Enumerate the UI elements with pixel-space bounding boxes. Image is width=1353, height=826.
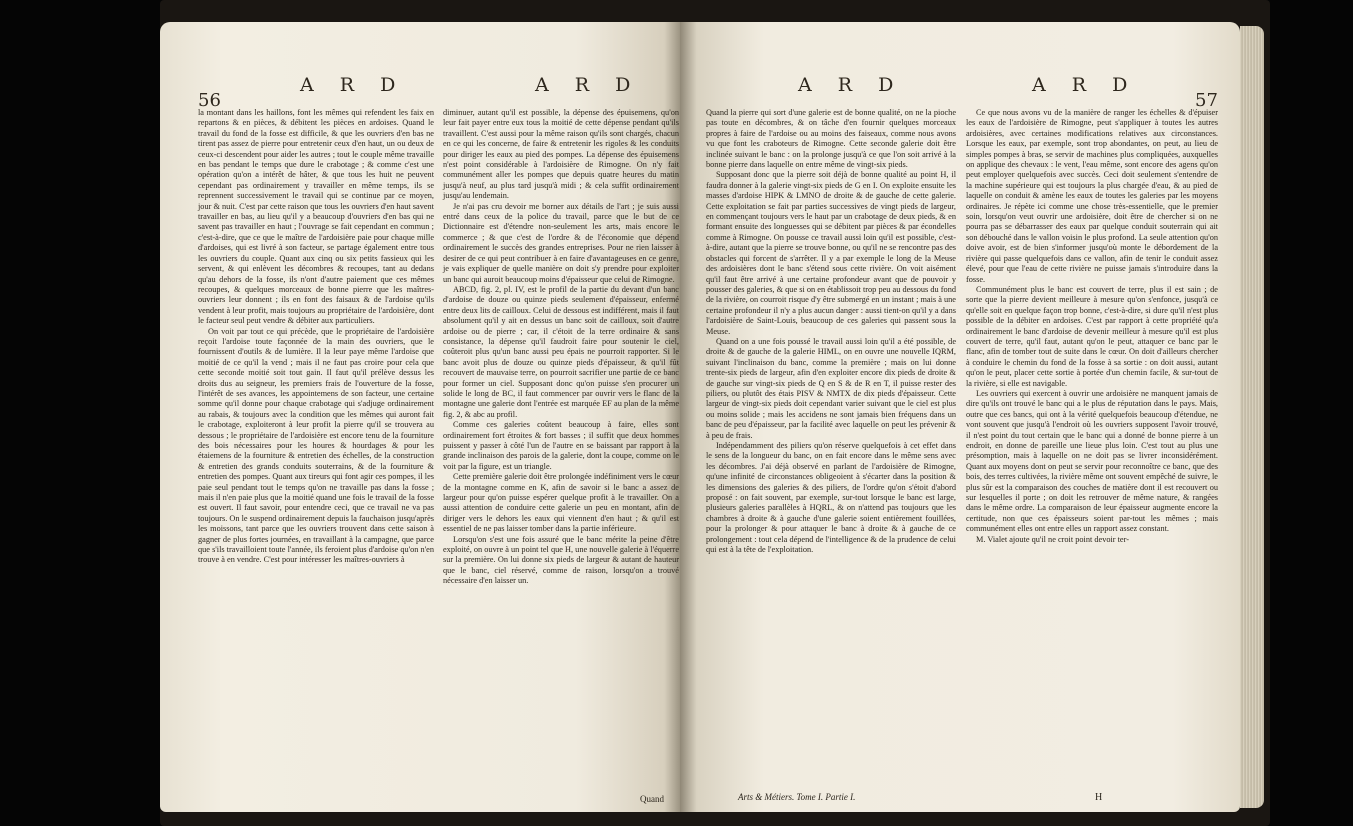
catchword: Quand bbox=[640, 794, 664, 804]
page-edges bbox=[1240, 26, 1264, 808]
running-header: A R D bbox=[535, 74, 641, 96]
left-page bbox=[160, 22, 680, 812]
page-footer: Arts & Métiers. Tome I. Partie I. bbox=[738, 792, 856, 802]
running-header: A R D bbox=[1032, 74, 1138, 96]
page-number: 56 bbox=[198, 90, 221, 111]
paragraph: On voit par tout ce qui précède, que le propriétaire de l'ardoisière reçoit l'ardoise toute façonnée de la main des ouvriers, que le fournissent d'outils & de lumière. Il la leur paye même l'ardoise que moitié de ce qu'il la vend ; mais il ne faut pas croire pour cela que cette seconde moitié soit tout gain. Il faut qu'il prélève dessus les droits dus au seigneur, les premiers frais de l'ouverture de la fosse, l'intérêt de ses avances, les appointemens de son facteur, une certaine somme qu'il donne pour chaque crabotage qui s'adjuge ordinairement au rabais, & toujours avec la condition que les mêmes qui auront fait le crabotage, exploiteront à leur profit la pierre qu'il se trouvera au dessous ; le propriétaire de l'ardoisière est encore tenu de la fourniture des bois nécessaires pour les houres & hourdages & pour les étaiemens de la fourniture & entretien des échelles, de la construction & entretien des grands conduits souterrains, & de la fourniture & entretien des pompes. Quant aux tireurs qui font agir ces pompes, il les paie seul pendant tout le temps qu'on ne travaille pas dans la fosse ; mais il n'en paie plus que la moitié quand une fois le travail de la fosse est ouvert. Il faut savoir, pour entendre ceci, que ce travail ne va pas toujours. On le suspend ordinairement depuis la fauchaison jusqu'après les moissons, tant parce que les ouvriers trouvent dans cette saison à gagner de plus fortes journées, en travaillant à la campagne, que parce que s'ils travailloient toute l'année, ils feroient plus d'ardoise qu'on n'en trouve à en vendre. C'est pour intéresser les maîtres-ouvriers à bbox=[198, 326, 434, 565]
paragraph: Indépendamment des piliers qu'on réserve quelquefois à cet effet dans le sens de la longueur du banc, on en fait encore dans le même sens avec les décombres. J'ai déjà observé en parlant de l'ardoisière de Rimogne, qu'une infinité de circonstances obligeoient à s'écarter dans la position & les dimensions des galeries & des piliers, de l'ordre qu'on s'étoit d'abord proposé : on fait souvent, par exemple, sur-tout lorsque le banc est large, plusieurs galeries parallèles à HQRL, & on n'attend pas toujours que les chambres à droite & à gauche d'une galerie soient entièrement fouillées, pour la prolonger & pour attaquer le banc à droite & à gauche de ce prolongement : tout cela dépend de l'intelligence & de la prudence de celui qui est à la tête de l'exploitation. bbox=[706, 441, 956, 555]
paragraph: diminuer, autant qu'il est possible, la dépense des épuisemens, qu'on leur fait payer entre eux tous la moitié de cette dépense pendant qu'ils travaillent. C'est aussi pour la même raison qu'ils sont chargés, chacun en ce qui les concerne, de faire & entretenir les rigoles & les conduits pour diriger les eaux au pied des pompes. La dépense des épuisemens n'est point considérable à l'ardoisière de Rimogne. On n'y fait communément aller les pompes que depuis quatre heures du matin jusqu'à neuf, au plus tard jusqu'à midi ; & cela suffit ordinairement jusqu'au lendemain. bbox=[443, 108, 679, 201]
paragraph: Quand la pierre qui sort d'une galerie est de bonne qualité, on ne la pioche pas toute en décombres, & on tâche d'en fournir quelques morceaux propres à faire de l'ardoise ou au moins des faiseaux, comme nous avons vu que font les craboteurs de Rimogne. Cette seconde galerie doit être inclinée suivant le banc : on la prolonge jusqu'à ce que l'on soit arrivé à la bonne pierre dans laquelle on entre même de vingt-six pieds. bbox=[706, 108, 956, 170]
paragraph: Supposant donc que la pierre soit déjà de bonne qualité au point H, il faudra donner à la galerie vingt-six pieds de G en I. On exploite ensuite les masses d'ardoise HIPK & LMNO de droite & de gauche de cette galerie. Cette exploitation se fait par parties successives de vingt pieds de largeur, en commençant toujours vers le haut par un crabotage de deux pieds, & en formant ensuite des longuesses qui se débitent par pièces & par écondelles comme à Rimogne. On pousse ce travail aussi loin qu'il est possible, c'est-à-dire, autant que la pierre se trouve bonne, ou qu'il ne se rencontre pas des obstacles qui forcent de s'arrêter. Il y a par exemple le long de la Meuse des ardoisières dont le banc s'étend sous cette rivière. On voit aisément qu'il faut être arrivé à une certaine profondeur avant que de pouvoir y pousser des galeries, & que si on en établissoit trop peu au dessous du fond de la rivière, on courroit risque d'y être submergé en un instant ; mais à une certaine profondeur il n'y a plus aucun danger : aussi tient-on qu'il y a dans l'ardoisière de Saint-Louis, beaucoup de ces galeries qui passent sous la Meuse. bbox=[706, 170, 956, 336]
text-column bbox=[966, 108, 1218, 545]
paragraph: Communément plus le banc est couvert de terre, plus il est sain ; de sorte que la pierre devient meilleure à mesure qu'on s'enfonce, jusqu'à ce qu'elle soit en quelque façon trop bonne, c'est-à-dire, si dure qu'il n'est plus possible de la débiter en ardoises. C'est par rapport à cette propriété qu'a ordinairement le banc d'ardoise de devenir meilleur à mesure qu'il est plus couvert de terre, qu'il faut, autant qu'on le peut, attaquer ce banc par le flanc, afin de tomber tout de suite dans le cœur. On doit d'ailleurs chercher à conduire le chemin du fond de la fosse à sa sortie : on doit aussi, autant qu'on le peut, placer cette sortie à portée d'un chemin facile, & sur-tout de la rivière, si elle est navigable. bbox=[966, 284, 1218, 388]
page-number: 57 bbox=[1195, 90, 1218, 111]
signature-mark: H bbox=[1095, 792, 1103, 803]
right-page bbox=[680, 22, 1240, 812]
paragraph: M. Vialet ajoute qu'il ne croit point devoir ter- bbox=[976, 534, 1129, 544]
running-header: A R D bbox=[798, 74, 904, 96]
paragraph: Cette première galerie doit être prolongée indéfiniment vers le cœur de la montagne comme en K, afin de savoir si le banc a assez de largeur pour qu'on puisse espérer quelque profit à le travailler. On a aussi attention de conduire cette galerie un peu en montant, afin de diriger vers le dehors les eaux qui viennent d'en haut ; & qu'il est essentiel de ne pas laisser tomber dans la partie inférieure. bbox=[443, 472, 679, 534]
text-column bbox=[706, 108, 956, 555]
paragraph: Je n'ai pas cru devoir me borner aux détails de l'art ; je suis aussi entré dans ceux de la police du travail, parce que le but de ce Dictionnaire est d'étendre non-seulement les arts, mais encore le commerce ; & que c'est de l'ordre & de l'économie que dépend ordinairement le succès des grandes entreprises. Pour ne rien laisser à desirer de ce qui peut contribuer à en faire d'avantageuses en ce genre, je vais expliquer de quelle manière on doit s'y prendre pour exploiter un banc qui auroit beaucoup moins d'épaisseur que celui de Rimogne. bbox=[443, 201, 679, 284]
text-column bbox=[198, 108, 434, 566]
paragraph: Comme ces galeries coûtent beaucoup à faire, elles sont ordinairement fort étroites & fort basses ; il suffit que deux hommes puissent y passer à côté l'un de l'autre en se baissant par rapport à la grande inclinaison des parois de la galerie, dont la coupe, comme on le voit par la figure, est un triangle. bbox=[443, 420, 679, 471]
paragraph: ABCD, fig. 2, pl. IV, est le profil de la partie du devant d'un banc d'ardoise de douze ou quinze pieds seulement d'épaisseur, enfermé entre deux lits de cailloux. Celui de dessous est indifférent, mais il faut absolument qu'il y ait en dessus un banc soit de cailloux, soit d'autre ardoise ou de pierre ; car, il c'étoit de la terre ordinaire & sans consistance, la dépense qu'il faudroit faire pour soutenir le ciel, coûteroit plus qu'un banc aussi peu épais ne pourroit rapporter. Si le banc avoit plus de douze ou quinze pieds d'épaisseur, & qu'il fût recouvert de mauvaise terre, on pourroit sacrifier une partie de ce banc pour former un ciel. Supposant donc qu'on puisse s'en procurer un solide le long de BC, il faut commencer par ouvrir vers le flanc de la montagne une galerie dont l'entrée est marquée EF au plan de la même fig. 2, & abc au profil. bbox=[443, 284, 679, 419]
paragraph: Les ouvriers qui exercent à ouvrir une ardoisière ne manquent jamais de dire qu'ils ont trouvé le banc qui a le plus de réputation dans le pays. Mais, outre que ces bancs, qui ont à la vérité quelquefois beaucoup d'étendue, ne vont souvent que jusqu'à l'endroit où les ouvriers supposent l'avoir trouvé, il n'est point du tout certain que le banc qui a donné de bonne pierre à un endroit, en donne de pareille une lieue plus loin. C'est tout au plus une présomption, mais à laquelle on ne doit pas se livrer inconsidérément. Quant aux moyens dont on peut se servir pour reconnoître ce banc, que des bois, des terres cultivées, la rivière même ont souvent empêché de suivre, le plus sûr est la comparaison des couches de matière dont il est recouvert ou sur lesquelles il porte ; on doit les retrouver de même nature, & rangées dans le même ordre. La comparaison de leur épaisseur augmente encore la certitude, non que ces épaisseurs soient par-tout les mêmes ; mais communément elles ont entre elles un rapport assez constant. bbox=[966, 388, 1218, 534]
paragraph: Lorsqu'on s'est une fois assuré que le banc mérite la peine d'être exploité, on ouvre à un point tel que H, une nouvelle galerie à l'équerre sur la première. On lui donne six pieds de largeur & autant de hauteur que le banc, ciel réservé, comme de raison, lorsqu'on a trouvé nécessaire d'en laisser un. bbox=[443, 534, 679, 586]
paragraph: la montant dans les haillons, font les mêmes qui refendent les faix en repartons & en pièces, & débitent les pièces en ardoises. Quand le travail du fond de la fosse est difficile, & que les ouvriers d'en bas ne tirent pas assez de pierre pour entretenir ceux d'en haut, un ou deux de ceux-ci descendent pour aider les autres ; tout le couple même travaille en bas pendant le temps que dure le crabotage ; & comme c'est une opération qu'on a intérêt de hâter, & que tous les huit ne peuvent cependant pas ordinairement y travailler en même temps, ils se reprennent successivement le travail qui se continue par ce moyen, jour & nuit. C'est par cette raison que tous les ouvriers d'en haut savent travailler en bas, au lieu qu'il y a beaucoup d'ouvriers d'en bas qui ne savent pas travailler en haut ; l'ouvrage se fait cependant en commun ; c'est-à-dire, que ce que le maître de l'ardoisière paie pour chaque mille d'ardoises, qui est livré à son facteur, se partage également entre tous les ouvriers du couple. Quant aux cinq ou six petits fassieux qui les servent, & qui enlèvent les décombres & recoupes, tant au dedans qu'au dehors de la fosse, ils n'ont d'autre paiement que ces mêmes recoupes, & quelques morceaux de bonne pierre que les maîtres-ouvriers leur donnent ; ils en font des faisaux & de l'ardoise qu'ils vendent à leur profit, mais toujours au propriétaire de l'ardoisière, dont le facteur seul peut vendre & débiter aux particuliers. bbox=[198, 108, 434, 326]
running-header: A R D bbox=[300, 74, 406, 96]
paragraph: Ce que nous avons vu de la manière de ranger les échelles & d'épuiser les eaux de l'ardoisière de Rimogne, peut s'appliquer à toutes les autres ardoisières, avec certaines modifications relatives aux circonstances. Lorsque les eaux, par exemple, sont trop abondantes, on peut, au lieu de simples pompes à bras, se servir de machines plus compliquées, auxquelles on applique des chevaux : le vent, l'eau même, sont encore des agens qu'on peut employer quelquefois avec succès. Ceci doit seulement s'entendre de la machine supérieure qui est toujours la plus chargée d'eau, & au pied de laquelle on conduit & amène les eaux de toutes les galeries par les moyens ordinaires. Je répète ici comme une chose très-essentielle, que le premier soin, lorsqu'on veut ouvrir une ardoisière, doit être de chercher si on ne pourra pas se débarrasser des eaux par quelque conduit souterrain qui ait son débouché dans le vallon voisin le plus profond. La seule attention qu'on doive avoir, est de bien s'informer jusqu'où monte le débordement de la rivière qui passe quelquefois dans ce vallon, afin de tenir le conduit assez élevé, pour que l'eau de cette rivière ne puisse jamais s'introduire dans la fosse. bbox=[966, 108, 1218, 284]
paragraph: Quand on a une fois poussé le travail aussi loin qu'il a été possible, de droite & de gauche de la galerie HIML, on en ouvre une nouvelle IQRM, suivant l'inclinaison du banc, comme la première ; mais on lui donne trente-six pieds de largeur, afin d'en exploiter encore dix pieds de droite & de gauche sur vingt-six pieds de Q en S & de R en T, il puisse rester des piliers, ou plutôt des étais PISV & NMTX de dix pieds d'épaisseur. Cette largeur de vingt-six pieds doit cependant varier suivant que le ciel est plus ou moins solide ; mais les accidens ne sont jamais bien fréquens dans un banc de peu d'épaisseur, par la facilité avec laquelle on peut les prévenir & à peu de frais. bbox=[706, 336, 956, 440]
text-column bbox=[443, 108, 679, 587]
